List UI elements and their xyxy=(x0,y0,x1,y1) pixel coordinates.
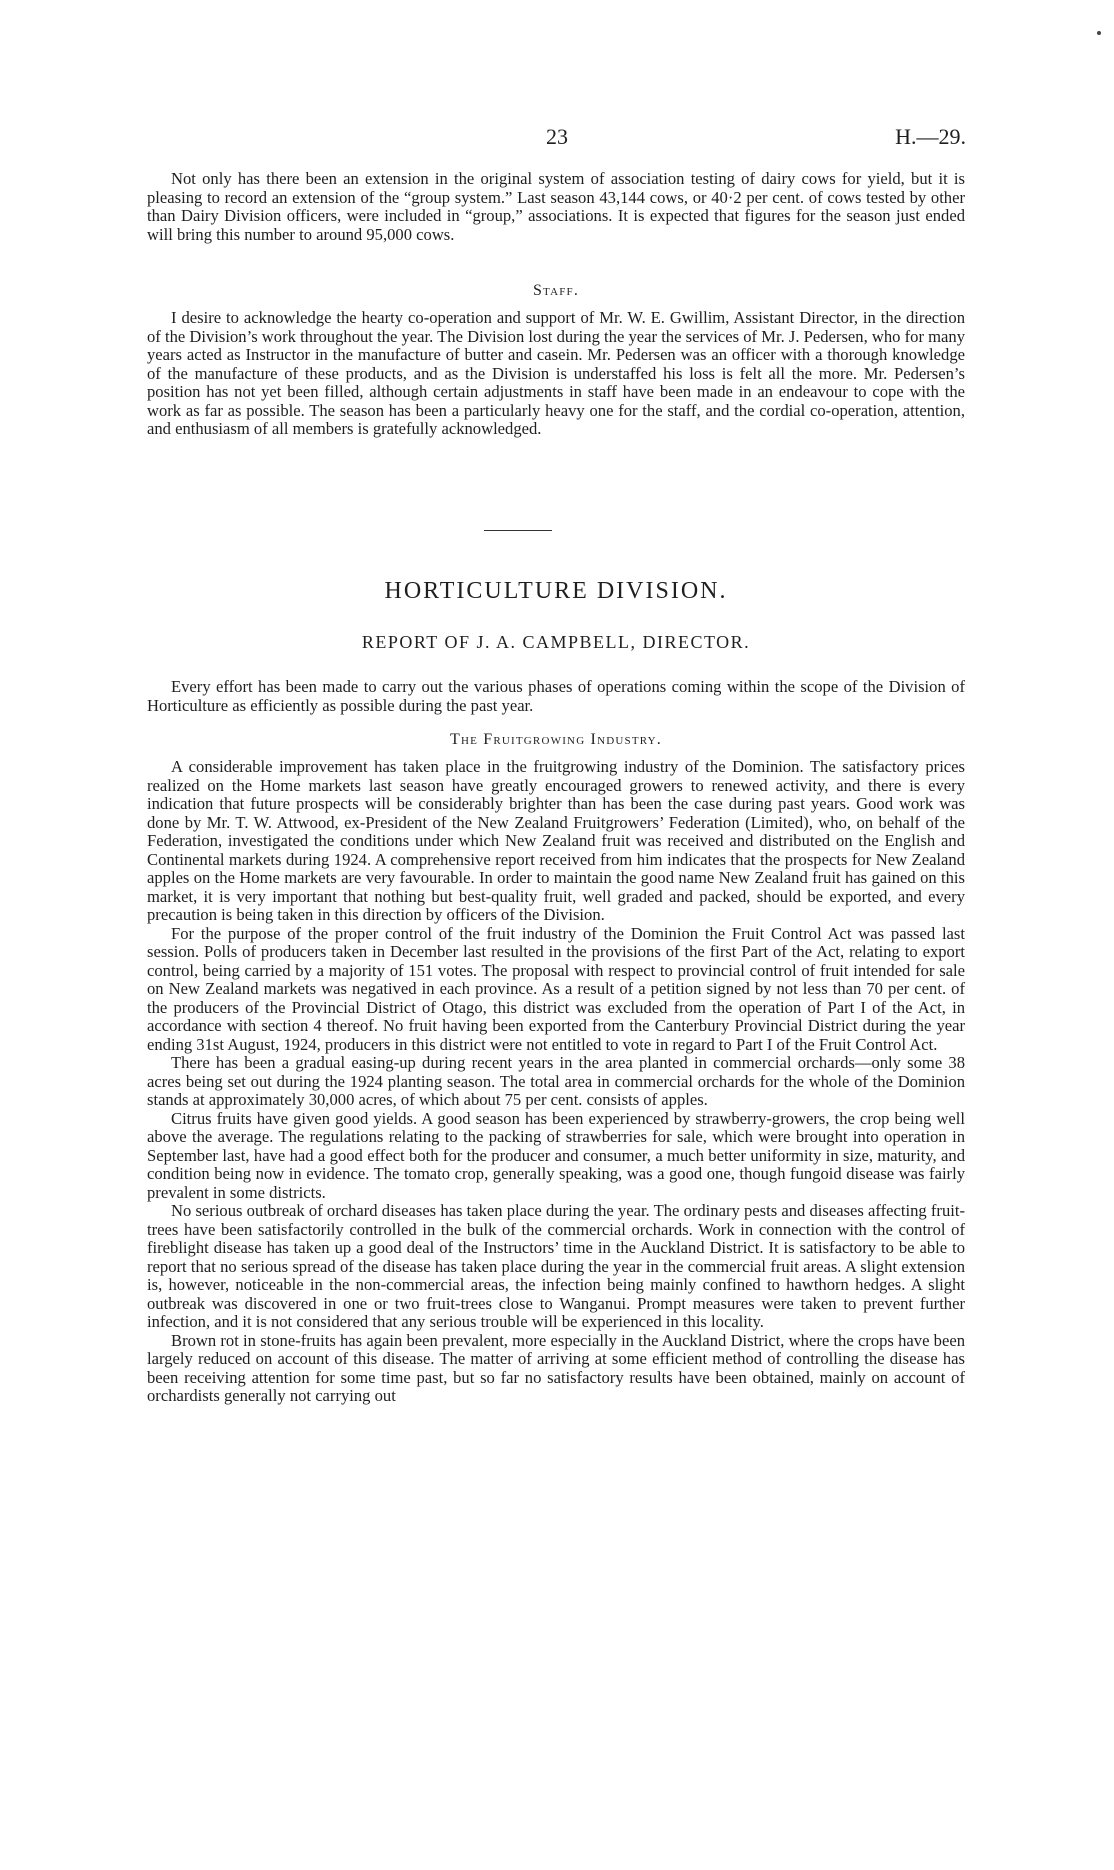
staff-section xyxy=(147,309,965,439)
dairy-testing-section xyxy=(147,170,965,244)
fruitgrowing-heading: The Fruitgrowing Industry. xyxy=(449,731,663,748)
paragraph: Every effort has been made to carry out the various phases of operations coming within the scope of the Division of Horticulture as efficiently as possible during the past year. xyxy=(147,677,965,715)
paragraph: There has been a gradual easing-up during recent years in the area planted in commercial orchards—only some 38 acres being set out during the 1924 planting season. The total area in commercial orchards for the whole of the Dominion stands at approximately 30,000 acres, of which about 75 per cent. consists of apples. xyxy=(147,1053,965,1109)
fruitgrowing-section xyxy=(147,758,965,1406)
section-divider xyxy=(484,530,552,531)
division-title: HORTICULTURE DIVISION. xyxy=(384,578,728,604)
intro-section xyxy=(147,678,965,715)
report-title: REPORT OF J. A. CAMPBELL, DIRECTOR. xyxy=(361,632,751,652)
paragraph: Citrus fruits have given good yields. A good season has been experienced by strawberry-growers, the crop being well above the average. The regulations relating to the packing of strawberries for sale, which were brought into operation in September last, have had a good effect both for the producer and consumer, a much better uniformity in size, maturity, and condition being now in evidence. The tomato crop, generally speaking, was a good one, though fungoid disease was fairly prevalent in some districts. xyxy=(147,1108,965,1202)
paragraph: Brown rot in stone-fruits has again been prevalent, more especially in the Auckland District, where the crops have been largely reduced on account of this disease. The matter of arriving at some efficient method of controlling the disease has been receiving attention for some time past, but so far no satisfactory results have been obtained, mainly on account of orchardists generally not carrying out xyxy=(147,1330,965,1405)
page-number: 23 xyxy=(546,124,568,149)
paragraph: A considerable improvement has taken place in the fruitgrowing industry of the Dominion. The satisfactory prices realized on the Home markets last season have greatly encouraged growers to renewed activity, and there is every indication that future prospects will be considerably brighter than has been the case during past years. Good work was done by Mr. T. W. Attwood, ex-President of the New Zealand Fruitgrowers’ Federation (Limited), who, on behalf of the Federation, investigated the conditions under which New Zealand fruit was received and distributed on the English and Continental markets during 1924. A comprehensive report received from him indicates that the prospects for New Zealand apples on the Home markets are very favourable. In order to maintain the good name New Zealand fruit has gained on this market, it is very important that nothing but best-quality fruit, well graded and packed, should be exported, and every precaution is being taken in this direction by officers of the Division. xyxy=(147,757,965,924)
margin-dot xyxy=(1097,31,1101,35)
paragraph: Not only has there been an extension in the original system of association testing of dairy cows for yield, but it is pleasing to record an extension of the “group system.” Last season 43,144 cows, or 40·2 per cent. of cows tested by other than Dairy Division officers, were included in “group,” associations. It is expected that figures for the season just ended will bring this number to around 95,000 cows. xyxy=(147,169,965,244)
paragraph: No serious outbreak of orchard diseases has taken place during the year. The ordinary pests and diseases affecting fruit-trees have been satisfactorily controlled in the bulk of the commercial orchards. Work in connection with the control of fireblight disease has taken up a good deal of the Instructors’ time in the Auckland District. It is satisfactory to be able to report that no serious spread of the disease has taken place during the year in the commercial fruit areas. A slight extension is, however, noticeable in the non-commercial areas, the infection being mainly confined to hawthorn hedges. A slight outbreak was discovered in one or two fruit-trees close to Wanganui. Prompt measures were taken to prevent further infection, and it is not considered that any serious trouble will be experienced in this locality. xyxy=(147,1201,965,1331)
paragraph: I desire to acknowledge the hearty co-operation and support of Mr. W. E. Gwillim, Assistant Director, in the direction of the Division’s work throughout the year. The Division lost during the year the services of Mr. J. Pedersen, who for many years acted as Instructor in the manufacture of butter and casein. Mr. Pedersen was an officer with a thorough knowledge of the manufacture of these products, and as the Division is understaffed his loss is felt all the more. Mr. Pedersen’s position has not yet been filled, although certain adjustments in staff have been made in an endeavour to cope with the work as far as possible. The season has been a particularly heavy one for the staff, and the cordial co-operation, attention, and enthusiasm of all members is gratefully acknowledged. xyxy=(147,308,965,438)
page-reference: H.—29. xyxy=(895,124,966,149)
staff-heading: Staff. xyxy=(532,282,580,299)
paragraph: For the purpose of the proper control of the fruit industry of the Dominion the Fruit Control Act was passed last session. Polls of producers taken in December last resulted in the provisions of the first Part of the Act, relating to export control, being carried by a majority of 151 votes. The proposal with respect to provincial control of fruit intended for sale on New Zealand markets was negatived in each province. As a result of a petition signed by not less than 70 per cent. of the producers of the Provincial District of Otago, this district was excluded from the operation of Part I of the Act, in accordance with section 4 thereof. No fruit having been exported from the Canterbury Provincial District during the year ending 31st August, 1924, producers in this district were not entitled to vote in regard to Part I of the Fruit Control Act. xyxy=(147,923,965,1054)
